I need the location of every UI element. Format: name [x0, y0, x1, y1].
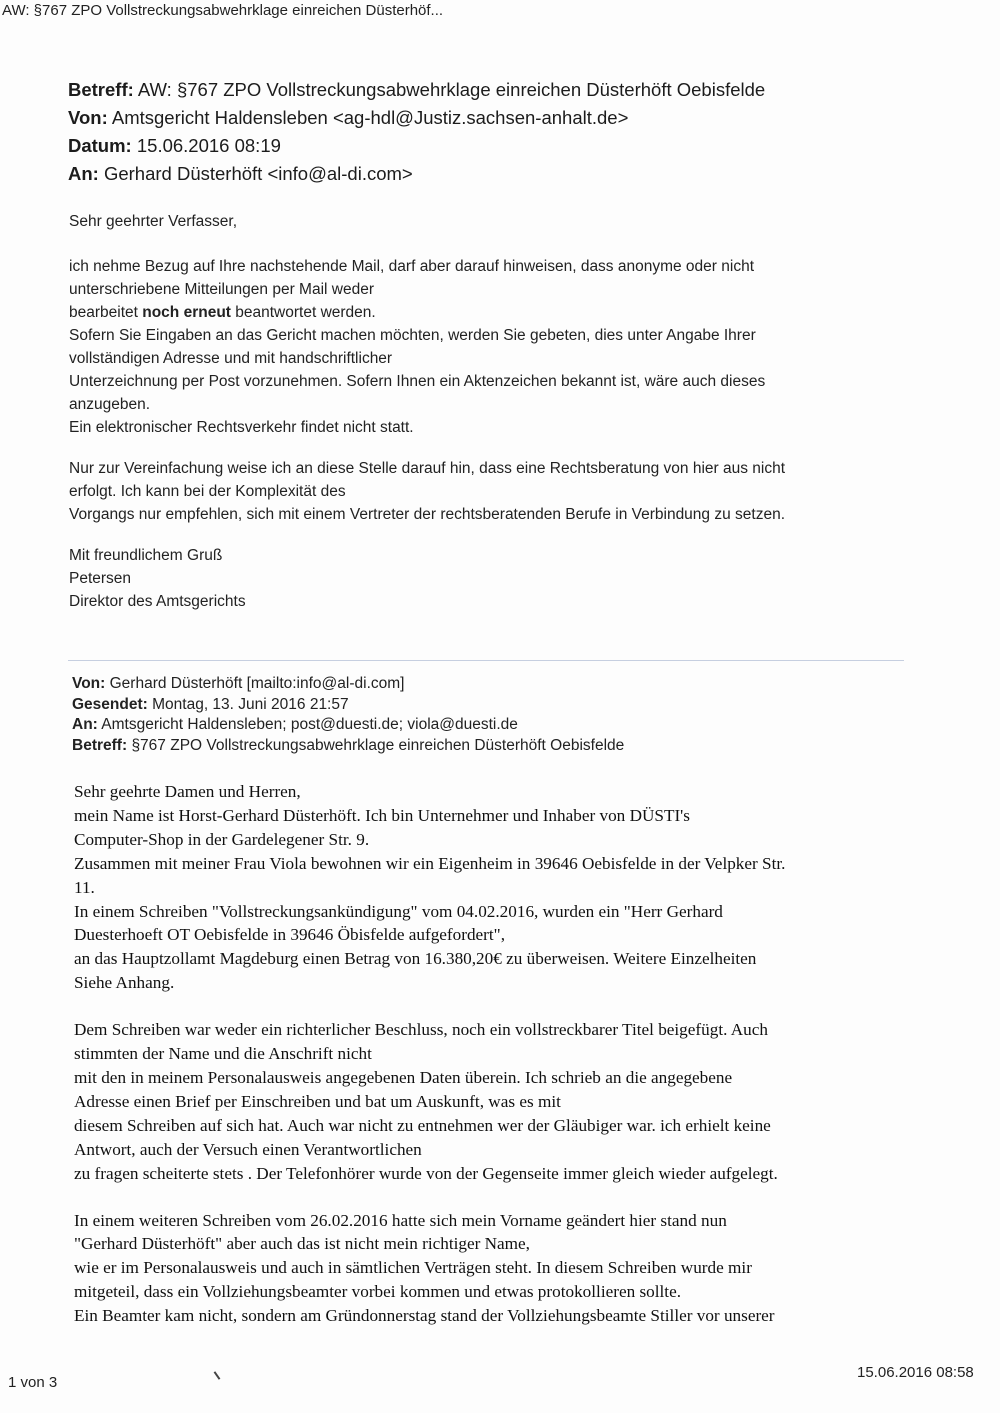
body-line: unterschriebene Mitteilungen per Mail weder — [69, 281, 374, 298]
original-body-line: zu fragen scheiterte stets . Der Telefonhörer wurde von der Gegenseite immer gleich wieder aufgelegt. — [74, 1163, 778, 1183]
body-line: anzugeben. — [69, 396, 151, 413]
body-line: vollständigen Adresse und mit handschriftlicher — [69, 350, 393, 367]
original-body-line: an das Hauptzollamt Magdeburg einen Betrag von 16.380,20€ zu überweisen. Weitere Einzelheiten — [74, 949, 757, 969]
to-label: An: — [68, 163, 99, 184]
subject-value: §767 ZPO Vollstreckungsabwehrklage einreichen Düsterhöft Oebisfelde — [131, 736, 625, 754]
subject-label: Betreff: — [72, 736, 128, 754]
reply-body — [69, 210, 899, 613]
original-body-line: In einem Schreiben "Vollstreckungsankündigung" vom 04.02.2016, wurden ein "Herr Gerhard — [74, 901, 723, 921]
signer-title: Direktor des Amtsgerichts — [69, 593, 246, 610]
sent-label: Gesendet: — [72, 695, 148, 713]
original-body-line: stimmten der Name und die Anschrift nicht — [74, 1044, 372, 1064]
subject-value: AW: §767 ZPO Vollstreckungsabwehrklage einreichen Düsterhöft Oebisfelde — [137, 79, 766, 100]
bold-emphasis: noch erneut — [142, 304, 231, 321]
original-body-line: In einem weiteren Schreiben vom 26.02.2016 hatte sich mein Vorname geändert hier stand nun — [74, 1210, 727, 1230]
original-subject-line — [72, 736, 624, 757]
original-body-line: Antwort, auch der Versuch einen Verantwortlichen — [74, 1139, 422, 1159]
original-body-line: Adresse einen Brief per Einschreiben und bat um Auskunft, was es mit — [74, 1091, 561, 1111]
original-body — [74, 780, 914, 1328]
text-span: beantwortet werden. — [230, 304, 376, 321]
body-line: Ein elektronischer Rechtsverkehr findet nicht statt. — [69, 419, 414, 436]
date-value: 15.06.2016 08:19 — [136, 135, 281, 156]
page-number: 1 von 3 — [8, 1374, 58, 1391]
quote-divider — [68, 660, 904, 661]
original-body-line: Sehr geehrte Damen und Herren, — [74, 782, 301, 801]
body-line: erfolgt. Ich kann bei der Komplexität des — [69, 483, 346, 500]
original-body-line: mein Name ist Horst-Gerhard Düsterhöft. Ich bin Unternehmer und Inhaber von DÜSTI's — [74, 805, 690, 825]
from-label: Von: — [72, 675, 106, 692]
original-header — [72, 674, 624, 756]
original-body-line: diesem Schreiben auf sich hat. Auch war nicht zu entnehmen wer der Gläubiger war. ich erhielt keine — [74, 1115, 771, 1135]
original-body-line: 11. — [74, 877, 95, 897]
reply-from-line — [68, 104, 765, 132]
body-line: Unterzeichnung per Post vorzunehmen. Sofern Ihnen ein Aktenzeichen bekannt ist, wäre auch dieses — [69, 373, 766, 390]
from-value: Amtsgericht Haldensleben <ag-hdl@Justiz.sachsen-anhalt.de> — [111, 107, 629, 128]
subject-label: Betreff: — [68, 79, 134, 100]
original-body-line: Duesterhoeft OT Oebisfelde in 39646 Öbisfelde aufgefordert", — [74, 925, 505, 945]
sent-value: Montag, 13. Juni 2016 21:57 — [152, 695, 349, 713]
original-sent-line — [72, 695, 624, 716]
reply-date-line — [68, 132, 765, 160]
original-to-line — [72, 715, 624, 736]
original-from-line — [72, 674, 624, 695]
body-line: Vorgangs nur empfehlen, sich mit einem Vertreter der rechtsberatenden Berufe in Verbindung zu setzen. — [69, 506, 786, 523]
closing: Mit freundlichem Gruß — [69, 547, 223, 564]
original-body-line: mitgeteil, dass ein Vollziehungsbeamter vorbei kommen und etwas protokollieren sollte. — [74, 1282, 682, 1302]
body-line: Nur zur Vereinfachung weise ich an diese Stelle darauf hin, dass eine Rechtsberatung von hier aus nicht — [69, 460, 786, 477]
original-body-line: wie er im Personalausweis und auch in sämtlichen Verträgen steht. In diesem Schreiben wurde mir — [74, 1258, 752, 1278]
original-body-line: mit den in meinem Personalausweis angegebenen Daten überein. Ich schrieb an die angegebene — [74, 1067, 733, 1087]
salutation: Sehr geehrter Verfasser, — [69, 213, 238, 230]
original-body-line: Ein Beamter kam nicht, sondern am Gründonnerstag stand der Vollziehungsbeamte Stiller vor unserer — [74, 1306, 775, 1326]
date-label: Datum: — [68, 135, 132, 156]
print-timestamp: 15.06.2016 08:58 — [857, 1364, 974, 1381]
original-body-line: Computer-Shop in der Gardelegener Str. 9. — [74, 829, 370, 849]
signer-name: Petersen — [69, 570, 132, 587]
original-body-line: Dem Schreiben war weder ein richterlicher Beschluss, noch ein vollstreckbarer Titel beigefügt. Auch — [74, 1020, 768, 1040]
from-value: Gerhard Düsterhöft [mailto:info@al-di.com] — [109, 675, 405, 692]
to-value: Gerhard Düsterhöft <info@al-di.com> — [103, 163, 413, 184]
body-line — [69, 301, 899, 324]
page-title: AW: §767 ZPO Vollstreckungsabwehrklage einreichen Düsterhöf... — [2, 2, 444, 19]
original-body-line: "Gerhard Düsterhöft" aber auch das ist nicht mein richtiger Name, — [74, 1234, 530, 1254]
reply-header — [68, 76, 765, 188]
scan-mark — [214, 1371, 221, 1380]
body-line: Sofern Sie Eingaben an das Gericht machen möchten, werden Sie gebeten, dies unter Angabe Ihrer — [69, 327, 756, 344]
to-value: Amtsgericht Haldensleben; post@duesti.de; viola@duesti.de — [101, 716, 518, 733]
original-body-line: Zusammen mit meiner Frau Viola bewohnen wir ein Eigenheim in 39646 Oebisfelde in der Velpker Str. — [74, 853, 786, 873]
reply-subject-line — [68, 76, 765, 104]
text-span: bearbeitet — [69, 304, 143, 321]
reply-to-line — [68, 160, 765, 188]
from-label: Von: — [68, 107, 108, 128]
original-body-line: Siehe Anhang. — [74, 973, 175, 993]
body-line: ich nehme Bezug auf Ihre nachstehende Mail, darf aber darauf hinweisen, dass anonyme oder nicht — [69, 258, 755, 275]
to-label: An: — [72, 716, 98, 733]
